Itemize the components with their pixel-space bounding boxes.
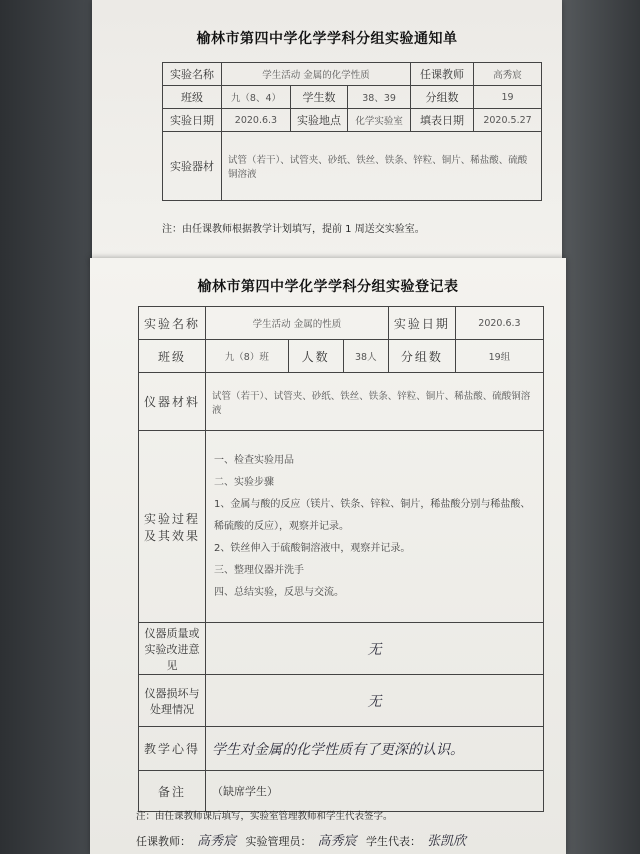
register-row-3: [139, 373, 544, 431]
label-groups: 分组数: [388, 340, 455, 373]
value-equipment: 试管（若干）、试管夹、砂纸、铁丝、铁条、锌粒、铜片、稀盐酸、硫酸铜溶液: [222, 132, 542, 201]
value-exp-date: 2020.6.3: [222, 109, 291, 132]
value-teacher: 高秀宸: [474, 63, 542, 86]
label-equipment: 实验器材: [163, 132, 222, 201]
label-exp-name: 实验名称: [163, 63, 222, 86]
label-exp-date: 实验日期: [388, 307, 455, 340]
value-materials: 试管（若干）、试管夹、砂纸、铁丝、铁条、锌粒、铜片、稀盐酸、硫酸铜溶液: [206, 373, 544, 431]
register-note: 注：由任课教师课后填写，实验室管理教师和学生代表签字。: [136, 811, 393, 822]
label-groups: 分组数: [411, 86, 474, 109]
signature-row: [136, 830, 466, 849]
value-exp-name: 学生活动 金属的化学性质: [222, 63, 411, 86]
teacher-signature: 高秀宸: [197, 834, 237, 849]
label-exp-date: 实验日期: [163, 109, 222, 132]
value-damage: 无: [206, 675, 544, 727]
label-exp-location: 实验地点: [290, 109, 347, 132]
value-headcount: 38人: [343, 340, 388, 373]
value-exp-location: 化学实验室: [348, 109, 411, 132]
register-row-1: [139, 307, 544, 340]
register-row-7: [139, 727, 544, 771]
label-remarks: 备注: [139, 771, 206, 812]
register-row-2: [139, 340, 544, 373]
background-left: [0, 0, 100, 854]
label-class: 班级: [139, 340, 206, 373]
register-table: [138, 306, 544, 812]
label-teacher: 任课教师: [411, 63, 474, 86]
value-reflection: 学生对金属的化学性质有了更深的认识。: [206, 727, 544, 771]
value-groups: 19: [474, 86, 542, 109]
label-materials: 仪器材料: [139, 373, 206, 431]
value-remarks: （缺席学生）: [206, 771, 544, 812]
label-quality: 仪器质量或实验改进意见: [139, 623, 206, 675]
register-title: 榆林市第四中学化学学科分组实验登记表: [197, 279, 459, 295]
value-quality: 无: [206, 623, 544, 675]
value-class: 九（8、4）: [222, 86, 291, 109]
notice-row-3: [163, 109, 542, 132]
label-reflection: 教学心得: [139, 727, 206, 771]
label-class: 班级: [163, 86, 222, 109]
admin-signature: 高秀宸: [317, 834, 357, 849]
student-sign-label: 学生代表：: [366, 835, 422, 848]
value-student-count: 38、39: [348, 86, 411, 109]
register-row-8: [139, 771, 544, 812]
value-fill-date: 2020.5.27: [474, 109, 542, 132]
value-process: 一、检查实验用品 二、实验步骤 1、金属与酸的反应（镁片、铁条、锌粒、铜片，稀盐酸分别与稀盐酸、稀硫酸的反应），观察并记录。 2、铁丝伸入于硫酸铜溶液中，观察并记录。 三、整理仪器并洗手 四、总结实验，反思与交流。: [206, 431, 544, 623]
register-row-4: [139, 431, 544, 623]
notice-note: 注：由任课教师根据教学计划填写，提前 1 周送交实验室。: [162, 224, 425, 235]
label-fill-date: 填表日期: [411, 109, 474, 132]
notice-row-2: [163, 86, 542, 109]
register-sheet: [90, 258, 566, 854]
label-exp-name: 实验名称: [139, 307, 206, 340]
value-exp-date: 2020.6.3: [455, 307, 543, 340]
label-process: 实验过程及其效果: [139, 431, 206, 623]
register-row-5: [139, 623, 544, 675]
value-exp-name: 学生活动 金属的性质: [206, 307, 389, 340]
admin-sign-label: 实验管理员：: [245, 835, 312, 848]
value-class: 九（8）班: [206, 340, 289, 373]
student-signature: 张凯欣: [427, 834, 467, 849]
notice-row-1: [163, 63, 542, 86]
notice-sheet: [92, 0, 562, 262]
label-headcount: 人数: [288, 340, 343, 373]
register-row-6: [139, 675, 544, 727]
label-student-count: 学生数: [290, 86, 347, 109]
label-damage: 仪器损坏与处理情况: [139, 675, 206, 727]
notice-table: [162, 62, 542, 201]
notice-row-4: [163, 132, 542, 201]
value-groups: 19组: [455, 340, 543, 373]
notice-title: 榆林市第四中学化学学科分组实验通知单: [196, 31, 458, 47]
teacher-sign-label: 任课教师：: [136, 835, 191, 848]
